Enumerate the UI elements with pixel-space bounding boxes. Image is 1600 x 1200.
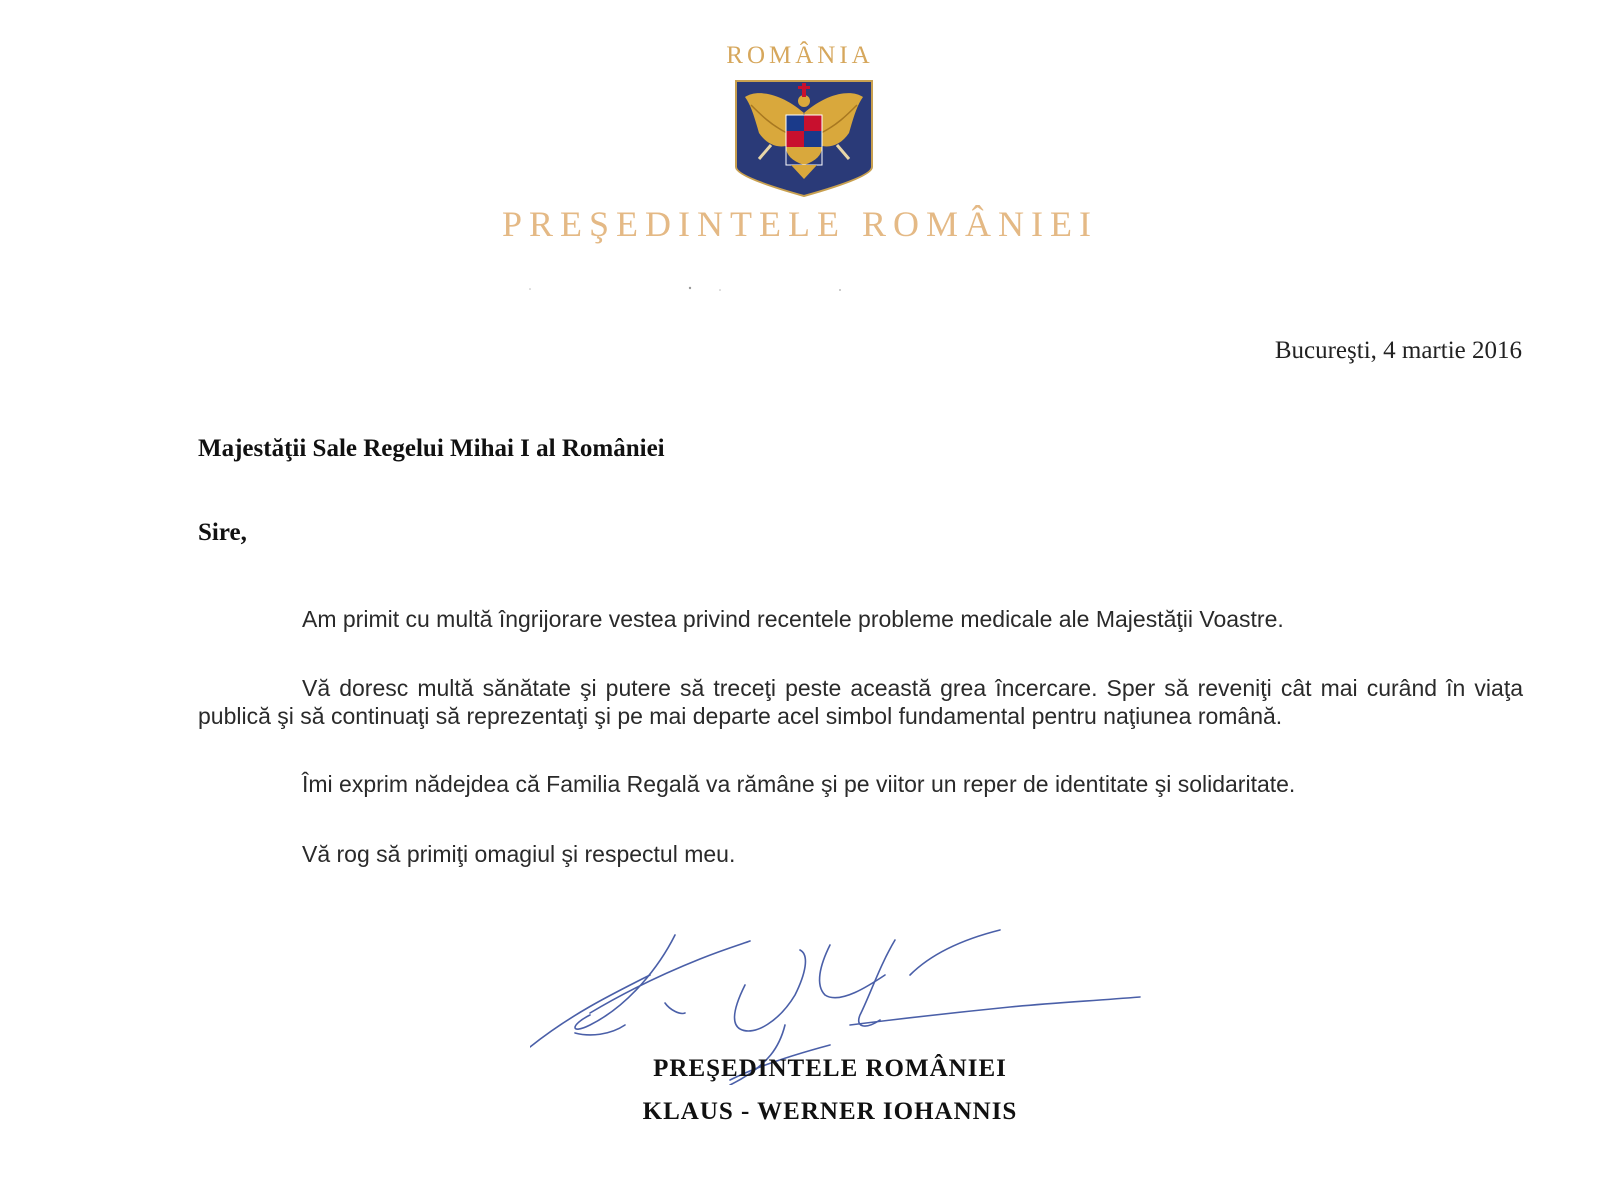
letterhead-country: ROMÂNIA: [726, 42, 874, 69]
signature-name: KLAUS - WERNER IOHANNIS: [642, 1098, 1018, 1125]
letter-paragraph: Îmi exprim nădejdea că Familia Regală va rămâne şi pe viitor un reper de identitate şi solidaritate.: [302, 771, 1296, 797]
letter-paragraph: Vă doresc multă sănătate şi putere să treceţi peste această grea încercare. Sper să reveniţi cât mai curând în viaţa publică şi să continuaţi să reprezentaţi şi pe mai departe acel simbol fundamental pentru naţiunea română.: [198, 675, 1523, 729]
letter-date: Bucureşti, 4 martie 2016: [1274, 337, 1522, 364]
signature-title: PREŞEDINTELE ROMÂNIEI: [653, 1055, 1007, 1082]
paper-specks: [520, 285, 880, 295]
letterhead-office-title: PREŞEDINTELE ROMÂNIEI: [502, 204, 1098, 244]
romanian-coat-of-arms-icon: [731, 75, 877, 197]
letter-salutation: Sire,: [198, 519, 247, 546]
letter-recipient: Majestăţii Sale Regelui Mihai I al României: [198, 435, 665, 462]
letter-paragraph: Vă rog să primiţi omagiul şi respectul meu.: [302, 841, 736, 867]
letter-paragraph: Am primit cu multă îngrijorare vestea privind recentele probleme medicale ale Majestăţii Voastre.: [302, 606, 1284, 632]
